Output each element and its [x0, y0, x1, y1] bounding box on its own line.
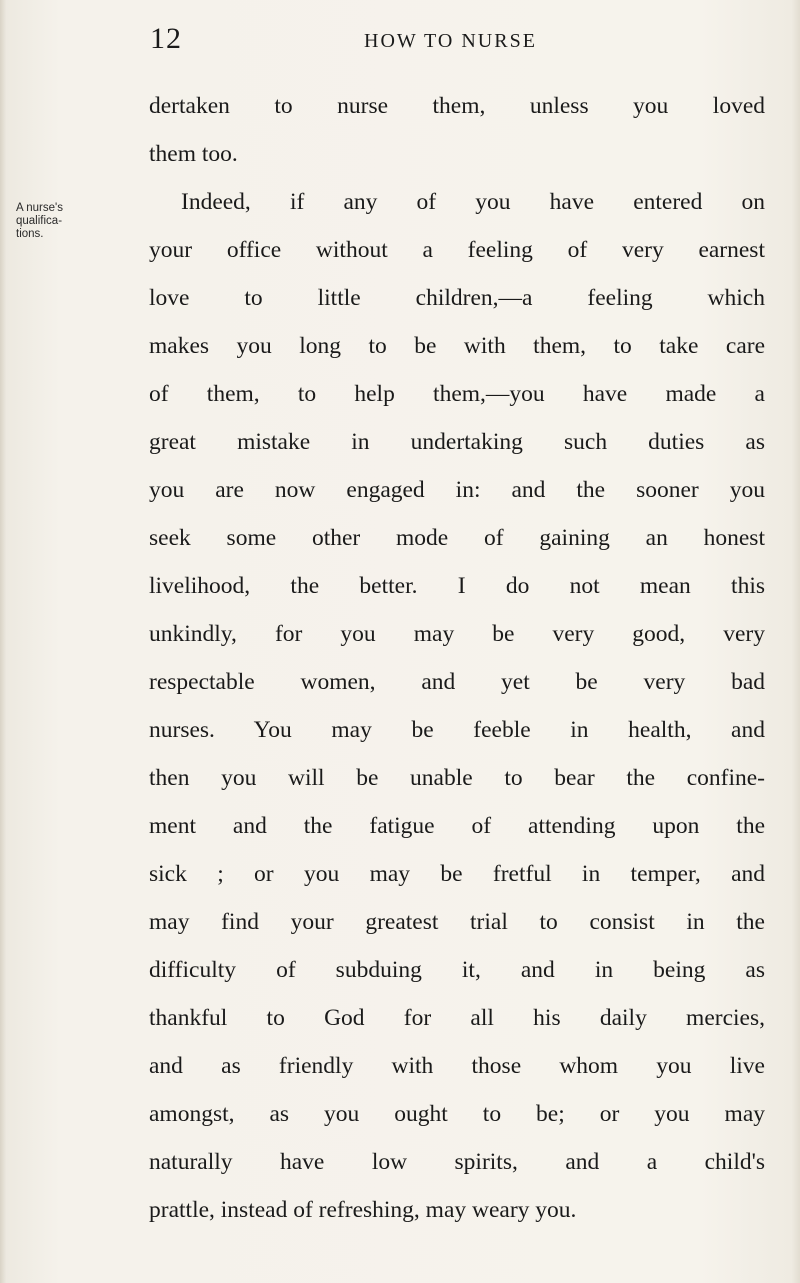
- sidenote-line: tions.: [16, 228, 44, 240]
- text-line: unkindly, for you may be very good, very: [149, 621, 765, 647]
- text-line: great mistake in undertaking such duties as: [149, 429, 765, 455]
- text-line: and as friendly with those whom you live: [149, 1053, 765, 1079]
- margin-sidenote: [16, 202, 106, 241]
- text-line: thankful to God for all his daily mercies,: [149, 1005, 765, 1031]
- text-line: seek some other mode of gaining an honest: [149, 525, 765, 551]
- text-line: then you will be unable to bear the confine-: [149, 765, 765, 791]
- page-left-edge: [0, 0, 6, 1283]
- text-line: prattle, instead of refreshing, may weary you.: [149, 1197, 577, 1223]
- text-line: you are now engaged in: and the sooner you: [149, 477, 765, 503]
- page-right-edge: [792, 0, 800, 1283]
- text-line: your office without a feeling of very earnest: [149, 237, 765, 263]
- text-line: Indeed, if any of you have entered on: [181, 189, 765, 215]
- text-line: naturally have low spirits, and a child's: [149, 1149, 765, 1175]
- body-text: [149, 82, 765, 1234]
- sidenote-line: A nurse's: [16, 202, 63, 214]
- page-header: [0, 22, 800, 66]
- text-line: respectable women, and yet be very bad: [149, 669, 765, 695]
- text-line: sick ; or you may be fretful in temper, and: [149, 861, 765, 887]
- text-line: of them, to help them,—you have made a: [149, 381, 765, 407]
- text-line: may find your greatest trial to consist in the: [149, 909, 765, 935]
- sidenote-line: qualifica-: [16, 215, 63, 227]
- text-line: ment and the fatigue of attending upon the: [149, 813, 765, 839]
- text-line: makes you long to be with them, to take care: [149, 333, 765, 359]
- text-line: livelihood, the better. I do not mean this: [149, 573, 765, 599]
- text-line: dertaken to nurse them, unless you loved: [149, 93, 765, 119]
- page-number: 12: [150, 22, 182, 55]
- text-line: love to little children,—a feeling which: [149, 285, 765, 311]
- running-head: HOW TO NURSE: [364, 30, 537, 52]
- text-line: amongst, as you ought to be; or you may: [149, 1101, 765, 1127]
- text-line: nurses. You may be feeble in health, and: [149, 717, 765, 743]
- text-line: them too.: [149, 141, 238, 167]
- text-line: difficulty of subduing it, and in being as: [149, 957, 765, 983]
